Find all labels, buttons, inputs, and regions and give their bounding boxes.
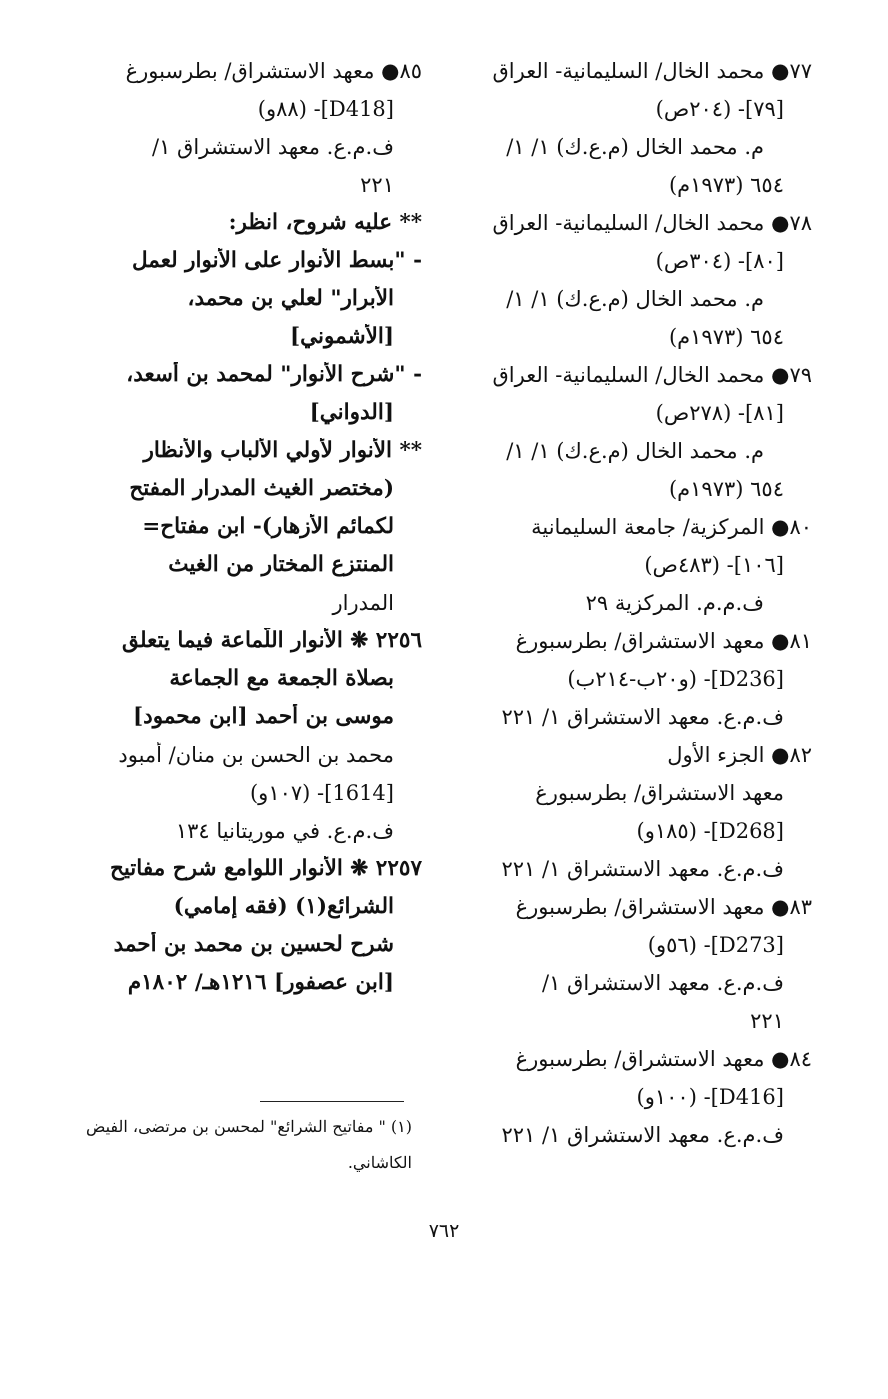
text-line: ٨٣● معهد الاستشراق/ بطرسبورغ: [515, 895, 812, 919]
footnote-divider: [260, 1101, 404, 1102]
text-line: [٧٩]- (٢٠٤ص): [655, 97, 784, 121]
text-line: م. محمد الخال (م.ع.ك) ١/ ١/: [506, 135, 764, 159]
text-line: [D416]- (١٠٠و): [636, 1085, 784, 1109]
text-line: (مختصر الغيث المدرار المفتح: [129, 476, 394, 501]
text-line: ٦٥٤ (١٩٧٣م): [668, 325, 784, 349]
text-line: - "بسط الأنوار على الأنوار لعمل: [132, 248, 422, 273]
text-line: ٨٤● معهد الاستشراق/ بطرسبورغ: [515, 1047, 812, 1071]
text-line: شرح لحسين بن محمد بن أحمد: [113, 932, 394, 957]
footnote-line: الكاشاني.: [347, 1153, 412, 1172]
text-line: [ابن عصفور] ١٢١٦هـ/ ١٨٠٢م: [127, 970, 394, 995]
footnote-line: (١) " مفاتيح الشرائع" لمحسن بن مرتضى، الفيض: [86, 1117, 412, 1136]
text-line: ٢٢١: [360, 173, 394, 197]
text-line: ف.م.ع. معهد الاستشراق ١/ ٢٢١: [501, 705, 784, 729]
text-line: ٨٠● المركزية/ جامعة السليمانية: [531, 515, 812, 539]
text-line: ف.م.ع. معهد الاستشراق ١/ ٢٢١: [501, 857, 784, 881]
text-line: [1614]- (١٠٧و): [249, 781, 394, 805]
text-line: المنتزع المختار من الغيث: [168, 552, 394, 577]
text-line: [١٠٦]- (٤٨٣ص): [644, 553, 784, 577]
text-line: محمد بن الحسن بن منان/ أمبود: [118, 743, 394, 767]
text-line: ٦٥٤ (١٩٧٣م): [668, 477, 784, 501]
text-line: ** عليه شروح، انظر:: [228, 210, 422, 235]
text-line: ٨١● معهد الاستشراق/ بطرسبورغ: [515, 629, 812, 653]
text-line: [الدواني]: [309, 400, 394, 425]
text-line: [D268]- (١٨٥و): [636, 819, 784, 843]
text-line: ف.م.ع. معهد الاستشراق ١/ ٢٢١: [501, 1123, 784, 1147]
text-line: ف.م.ع. في موريتانيا ١٣٤: [175, 819, 394, 843]
text-line: ٢٢٥٦ ❋ الأنوار اللّماعة فيما يتعلق: [122, 628, 422, 653]
left-column: [70, 58, 422, 1008]
text-line: ٧٧● محمد الخال/ السليمانية- العراق: [492, 59, 812, 83]
text-line: [٨١]- (٢٧٨ص): [655, 401, 784, 425]
text-line: [٨٠]- (٣٠٤ص): [655, 249, 784, 273]
footnote: [60, 1115, 412, 1187]
text-line: الأبرار" لعلي بن محمد،: [187, 286, 394, 311]
text-line: ٨٥● معهد الاستشراق/ بطرسبورغ: [125, 59, 422, 83]
text-line: ٧٨● محمد الخال/ السليمانية- العراق: [492, 211, 812, 235]
text-line: ** الأنوار لأولي الألباب والأنظار: [143, 438, 422, 463]
text-line: [D273]- (٥٦و): [647, 933, 784, 957]
text-line: ٦٥٤ (١٩٧٣م): [668, 173, 784, 197]
text-line: [D236]- (و٢٠ب-٢١٤ب): [567, 667, 784, 691]
text-line: م. محمد الخال (م.ع.ك) ١/ ١/: [506, 287, 764, 311]
right-column: [452, 58, 812, 1160]
text-line: [D418]- (٨٨و): [257, 97, 394, 121]
text-line: ٧٩● محمد الخال/ السليمانية- العراق: [492, 363, 812, 387]
page-number: ٧٦٢: [428, 1220, 460, 1242]
text-line: ٢٢١: [750, 1009, 784, 1033]
text-line: ٢٢٥٧ ❋ الأنوار اللوامع شرح مفاتيح: [109, 856, 422, 881]
text-line: موسى بن أحمد [ابن محمود]: [132, 704, 394, 729]
text-line: م. محمد الخال (م.ع.ك) ١/ ١/: [506, 439, 764, 463]
text-line: - "شرح الأنوار" لمحمد بن أسعد،: [126, 362, 422, 387]
text-line: الشرائع(١) (فقه إمامي): [173, 894, 394, 919]
text-line: بصلاة الجمعة مع الجماعة: [169, 666, 394, 691]
text-line: [الأشموني]: [289, 324, 394, 349]
text-line: ف.م.ع. معهد الاستشراق ١/: [542, 971, 784, 995]
text-line: لكمائم الأزهار)- ابن مفتاح=: [142, 514, 394, 539]
text-line: ف.م.م. المركزية ٢٩: [585, 591, 764, 615]
text-line: معهد الاستشراق/ بطرسبورغ: [535, 781, 784, 805]
text-line: المدرار: [332, 591, 394, 615]
text-line: ف.م.ع. معهد الاستشراق ١/: [152, 135, 394, 159]
text-line: ٨٢● الجزء الأول: [667, 743, 812, 767]
